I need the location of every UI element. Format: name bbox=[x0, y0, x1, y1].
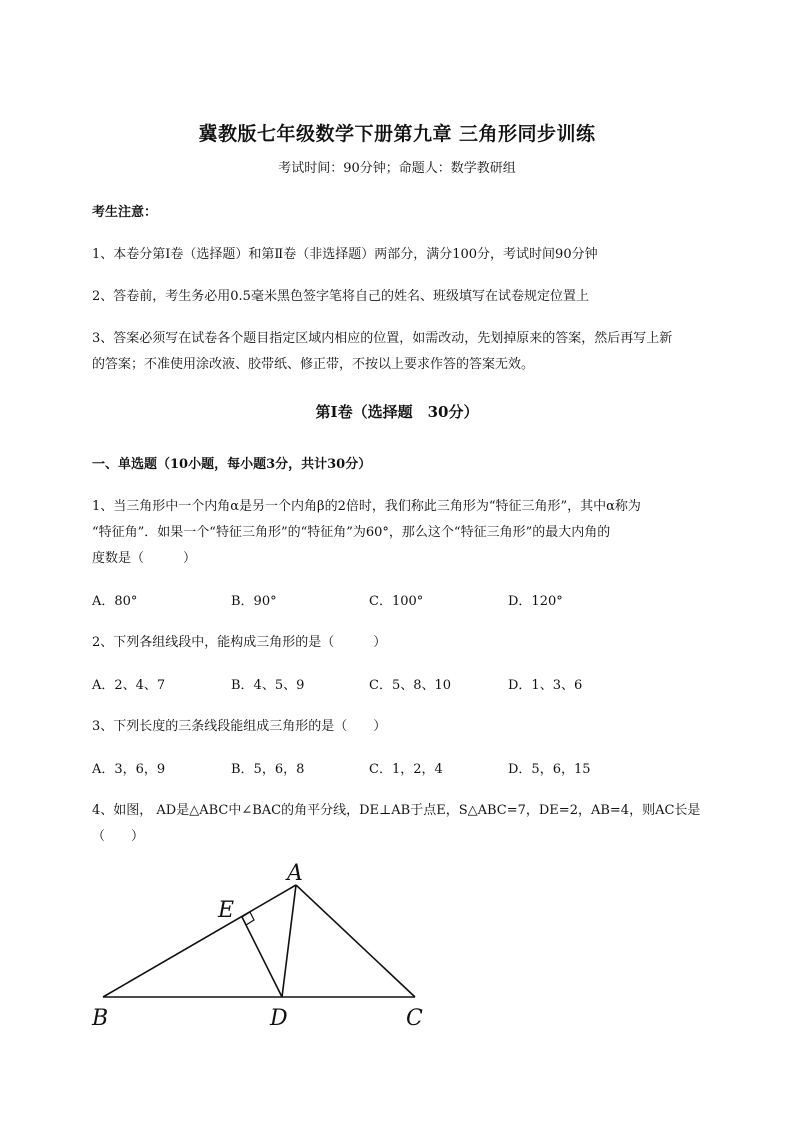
section-title: 第Ⅰ卷（选择题 30分） bbox=[315, 403, 479, 421]
question-1-line-3: 度数是（ ） bbox=[92, 551, 197, 566]
question-2-option-d[interactable]: D．1、3、6 bbox=[508, 678, 583, 693]
label-e: E bbox=[218, 898, 235, 923]
notice-item-1: 1、本卷分第Ⅰ卷（选择题）和第Ⅱ卷（非选择题）两部分，满分100分，考试时间90分钟 bbox=[92, 247, 598, 262]
question-2-line-1: 2、下列各组线段中，能构成三角形的是（ ） bbox=[92, 635, 387, 650]
side-ac bbox=[296, 885, 415, 997]
question-3-option-d[interactable]: D．5，6，15 bbox=[508, 762, 591, 777]
label-c: C bbox=[406, 1006, 423, 1031]
question-2-option-b[interactable]: B．4、5、9 bbox=[231, 678, 305, 693]
side-ab bbox=[103, 885, 296, 997]
question-3-line-1: 3、下列长度的三条线段能组成三角形的是（ ） bbox=[92, 719, 387, 734]
question-1-option-d[interactable]: D．120° bbox=[508, 594, 563, 609]
question-3-option-b[interactable]: B．5，6，8 bbox=[231, 762, 305, 777]
question-1-option-b[interactable]: B．90° bbox=[231, 594, 277, 609]
question-4-line-1: 4、如图， AD是△ABC中∠BAC的角平分线，DE⊥AB于点E，S△ABC=7，DE=2，AB=4，则AC长是 bbox=[92, 803, 701, 818]
question-2-option-c[interactable]: C．5、8、10 bbox=[369, 678, 452, 693]
part-title: 一、单选题（10小题，每小题3分，共计30分） bbox=[92, 457, 372, 472]
question-1-option-c[interactable]: C．100° bbox=[369, 594, 424, 609]
question-1-option-a[interactable]: A．80° bbox=[92, 594, 138, 609]
question-2-option-a[interactable]: A．2、4、7 bbox=[92, 678, 166, 693]
question-1-line-1: 1、当三角形中一个内角α是另一个内角β的2倍时，我们称此三角形为“特征三角形”，其中α称为 bbox=[92, 499, 641, 514]
page-title: 冀教版七年级数学下册第九章 三角形同步训练 bbox=[198, 123, 596, 145]
notice-item-2: 2、答卷前，考生务必用0.5毫米黑色签字笔将自己的姓名、班级填写在试卷规定位置上 bbox=[92, 289, 589, 304]
triangle-figure bbox=[80, 855, 440, 1035]
label-b: B bbox=[92, 1006, 109, 1031]
question-4-line-2: （ ） bbox=[92, 829, 145, 844]
question-3-option-a[interactable]: A．3，6，9 bbox=[92, 762, 166, 777]
question-3-option-c[interactable]: C．1，2，4 bbox=[369, 762, 443, 777]
notice-item-3: 3、答案必须写在试卷各个题目指定区域内相应的位置，如需改动，先划掉原来的答案，然后再写上新 bbox=[92, 331, 673, 346]
notice-heading: 考生注意： bbox=[92, 205, 158, 220]
question-1-line-2: “特征角”．如果一个“特征三角形”的“特征角”为60°，那么这个“特征三角形”的最大内角的 bbox=[92, 525, 611, 540]
segment-de bbox=[242, 917, 282, 997]
notice-item-3-cont: 的答案；不准使用涂改液、胶带纸、修正带，不按以上要求作答的答案无效。 bbox=[92, 357, 535, 372]
right-angle-mark bbox=[242, 912, 254, 925]
exam-info: 考试时间：90分钟；命题人：数学教研组 bbox=[278, 161, 516, 176]
label-d: D bbox=[270, 1006, 288, 1031]
segment-ad bbox=[282, 885, 296, 997]
label-a: A bbox=[287, 861, 303, 886]
